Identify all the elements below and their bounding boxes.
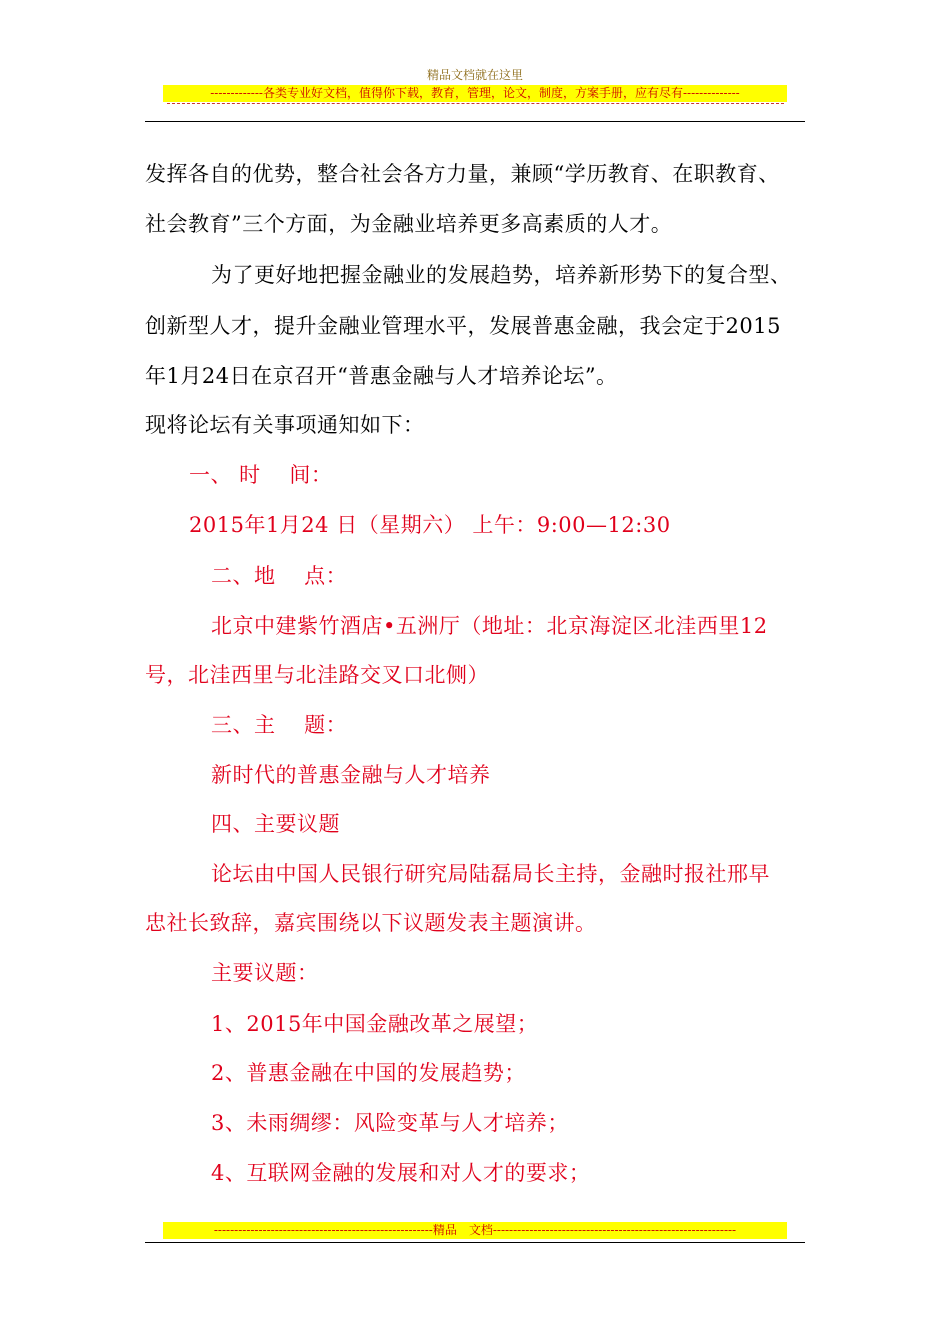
paragraph-line: 年1月24日在京召开“普惠金融与人才培养论坛”。 [145, 364, 618, 388]
paragraph-line: 现将论坛有关事项通知如下： [145, 413, 425, 437]
header-dashed-divider [167, 103, 784, 104]
section-value-location: 号，北洼西里与北洼路交叉口北侧） [145, 663, 489, 687]
section-paragraph: 论坛由中国人民银行研究局陆磊局长主持，金融时报社邢早 [211, 862, 770, 886]
section-value-theme: 新时代的普惠金融与人才培养 [211, 763, 491, 787]
header-tagline: -------------各类专业好文档，值得你下载，教育，管理，论文，制度，方案手册，应有尽有-------------- [163, 85, 787, 102]
section-heading-time: 一、 时 间： [189, 463, 333, 487]
footer-band: ------------------------------------------------------精品 文档------------------------------------------------------------ [163, 1222, 787, 1239]
paragraph-line: 创新型人才，提升金融业管理水平，发展普惠金融，我会定于2015 [145, 314, 781, 338]
section-heading-theme: 三、主 题： [211, 713, 348, 737]
header-rule [145, 121, 805, 122]
topic-item: 1、2015年中国金融改革之展望； [211, 1012, 539, 1036]
section-heading-location: 二、地 点： [211, 564, 348, 588]
topic-item: 4、互联网金融的发展和对人才的要求； [211, 1161, 591, 1185]
topic-item: 3、未雨绸缪：风险变革与人才培养； [211, 1111, 569, 1135]
paragraph-line: 为了更好地把握金融业的发展趋势，培养新形势下的复合型、 [211, 263, 792, 287]
paragraph-line: 社会教育”三个方面，为金融业培养更多高素质的人才。 [145, 212, 673, 236]
section-heading-topics: 四、主要议题 [211, 812, 340, 836]
footer-rule [145, 1242, 805, 1243]
topics-heading: 主要议题： [211, 961, 319, 985]
header-title: 精品文档就在这里 [426, 68, 523, 82]
paragraph-line: 发挥各自的优势，整合社会各方力量，兼顾“学历教育、在职教育、 [145, 162, 780, 186]
section-value-time: 2015年1月24 日（星期六） 上午：9:00—12:30 [189, 513, 671, 537]
section-value-location: 北京中建紫竹酒店•五洲厅（地址：北京海淀区北洼西里12 [211, 614, 768, 638]
section-paragraph: 忠社长致辞，嘉宾围绕以下议题发表主题演讲。 [145, 911, 597, 935]
topic-item: 2、普惠金融在中国的发展趋势； [211, 1061, 526, 1085]
